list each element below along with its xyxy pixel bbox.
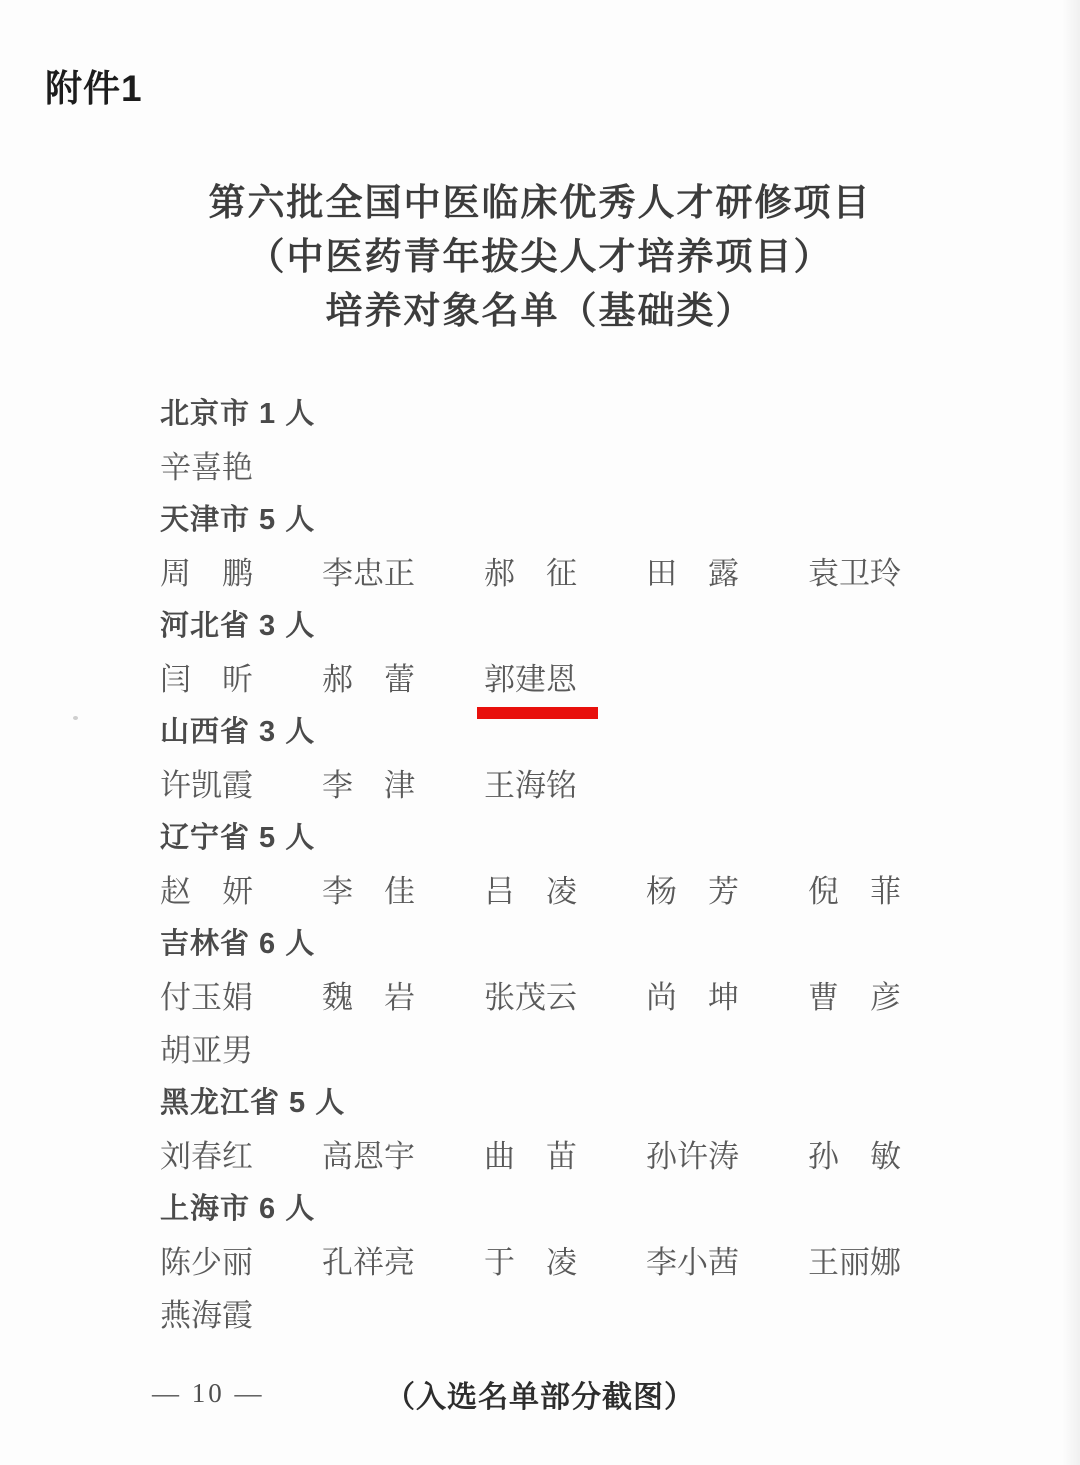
name-row [160, 1130, 1030, 1183]
screenshot-caption: （入选名单部分截图） [385, 1381, 695, 1414]
section-header-shanghai: 上海市 6 人 [160, 1193, 316, 1225]
trainee-name: 李 津 [322, 768, 415, 803]
document-title-line-1: 第六批全国中医临床优秀人才研修项目 [208, 182, 872, 223]
section-header-jilin: 吉林省 6 人 [160, 928, 316, 960]
trainee-name: 付玉娟 [160, 980, 253, 1015]
trainee-name: 孙 敏 [808, 1139, 901, 1174]
trainee-name: 辛喜艳 [160, 450, 253, 485]
trainee-name: 李忠正 [322, 556, 415, 591]
name-row [160, 971, 1030, 1077]
section-jilin [160, 918, 1030, 1077]
trainee-name: 刘春红 [160, 1139, 253, 1174]
trainee-name: 魏 岩 [322, 980, 415, 1015]
trainee-roster [160, 388, 1030, 1342]
document-title [0, 176, 1080, 338]
trainee-name: 田 露 [646, 556, 739, 591]
section-header-liaoning: 辽宁省 5 人 [160, 822, 316, 854]
trainee-name: 郝 蕾 [322, 662, 415, 697]
trainee-name-highlighted: 郭建恩 [484, 662, 577, 697]
trainee-name: 周 鹏 [160, 556, 253, 591]
trainee-name: 王海铭 [484, 768, 577, 803]
trainee-name: 杨 芳 [646, 874, 739, 909]
name-row [160, 1236, 1030, 1342]
trainee-name: 袁卫玲 [808, 556, 901, 591]
section-header-hebei: 河北省 3 人 [160, 610, 316, 642]
section-header-shanxi: 山西省 3 人 [160, 716, 316, 748]
name-row [160, 759, 1030, 812]
red-highlight-underline [477, 707, 598, 719]
trainee-name: 张茂云 [484, 980, 577, 1015]
trainee-name: 吕 凌 [484, 874, 577, 909]
trainee-name: 孙许涛 [646, 1139, 739, 1174]
section-shanghai [160, 1183, 1030, 1342]
name-row [160, 865, 1030, 918]
trainee-name: 曹 彦 [808, 980, 901, 1015]
trainee-name: 赵 妍 [160, 874, 253, 909]
scan-artifact-dot [73, 716, 78, 720]
trainee-name: 曲 苗 [484, 1139, 577, 1174]
trainee-name: 许凯霞 [160, 768, 253, 803]
section-beijing [160, 388, 1030, 494]
trainee-name: 郝 征 [484, 556, 577, 591]
section-heilongjiang [160, 1077, 1030, 1183]
trainee-name: 倪 菲 [808, 874, 901, 909]
trainee-name: 李小茜 [646, 1245, 739, 1280]
trainee-name: 陈少丽 [160, 1245, 253, 1280]
name-row [160, 441, 1030, 494]
section-header-tianjin: 天津市 5 人 [160, 504, 316, 536]
name-row [160, 547, 1030, 600]
attachment-label: 附件1 [45, 68, 143, 109]
name-row [160, 653, 1030, 706]
trainee-name: 孔祥亮 [322, 1245, 415, 1280]
section-header-heilongjiang: 黑龙江省 5 人 [160, 1087, 346, 1119]
trainee-name: 尚 坤 [646, 980, 739, 1015]
trainee-name: 于 凌 [484, 1245, 577, 1280]
section-header-beijing: 北京市 1 人 [160, 398, 316, 430]
trainee-name: 燕海霞 [160, 1298, 253, 1333]
trainee-name: 李 佳 [322, 874, 415, 909]
trainee-name: 高恩宇 [322, 1139, 415, 1174]
page-number: — 10 — [152, 1378, 265, 1408]
document-title-line-2: （中医药青年拔尖人才培养项目） [247, 236, 833, 277]
trainee-name: 王丽娜 [808, 1245, 901, 1280]
document-title-line-3: 培养对象名单（基础类） [325, 290, 755, 331]
trainee-name: 胡亚男 [160, 1033, 253, 1068]
section-liaoning [160, 812, 1030, 918]
section-hebei [160, 600, 1030, 706]
section-tianjin [160, 494, 1030, 600]
section-shanxi [160, 706, 1030, 812]
trainee-name: 闫 昕 [160, 662, 253, 697]
